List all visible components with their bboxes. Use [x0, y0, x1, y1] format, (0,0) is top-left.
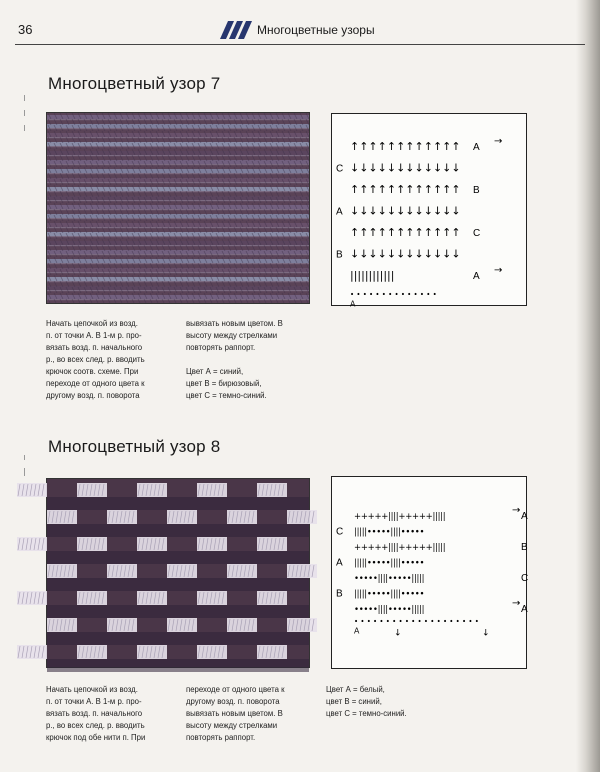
- instruction-line: п. от точки А. В 1-м р. про-: [46, 697, 142, 706]
- pattern-7-photo: [46, 112, 310, 304]
- row-color-label-right: A: [521, 604, 528, 615]
- chart-row-symbols: +++++||||+++++|||||: [354, 512, 446, 522]
- color-legend-line: Цвет А = белый,: [326, 685, 385, 694]
- chart-row-symbols: ↑↑↑↑↑↑↑↑↑↑↑↑: [350, 183, 461, 196]
- row-color-label-left: C: [336, 526, 344, 538]
- margin-mark: [24, 110, 25, 116]
- margin-mark: [24, 468, 25, 476]
- pattern-7-title: Многоцветный узор 7: [48, 74, 221, 93]
- foundation-chain: • • • • • • • • • • • • • •: [350, 290, 437, 299]
- chart-row-symbols: ↓↓↓↓↓↓↓↓↓↓↓↓: [350, 161, 461, 175]
- row-color-label-right: B: [521, 542, 528, 553]
- section-title: Многоцветные узоры: [257, 23, 375, 37]
- color-legend-line: цвет С = темно-синий.: [326, 709, 407, 718]
- pattern-7-chart-diagram: [332, 114, 526, 309]
- start-point-label: A: [350, 299, 356, 309]
- repeat-arrow-icon: →: [494, 136, 503, 147]
- pattern-8-instructions-col2: [186, 684, 321, 744]
- color-legend-line: Цвет А = синий,: [186, 367, 244, 376]
- instruction-line: переходе от одного цвета к: [186, 685, 285, 694]
- row-color-label-right: A: [521, 511, 528, 522]
- margin-mark: [24, 455, 25, 460]
- row-color-label-left: B: [336, 249, 343, 261]
- pattern-7-instructions-col1: [46, 318, 181, 402]
- row-color-label-right: A: [473, 142, 480, 153]
- chart-row-symbols: ↑↑↑↑↑↑↑↑↑↑↑↑: [350, 226, 461, 239]
- color-legend-line: цвет В = бирюзовый,: [186, 379, 262, 388]
- pattern-8-chart: [331, 476, 527, 669]
- pattern-8-instructions-col1: [46, 684, 181, 744]
- pattern-7-swatch-image: [47, 113, 309, 303]
- instruction-line: р., во всех след. р. вводить: [46, 721, 145, 730]
- instruction-line: крючок под обе нити п. При: [46, 733, 146, 742]
- chart-row-symbols: |||||•••••||||•••••: [354, 589, 425, 600]
- color-legend-line: цвет В = синий,: [326, 697, 382, 706]
- instruction-line: повторять раппорт.: [186, 733, 256, 742]
- repeat-arrow-icon: →: [512, 505, 521, 516]
- repeat-boundary-arrow-icon: ↓: [482, 628, 490, 639]
- chart-row-symbols: ↑↑↑↑↑↑↑↑↑↑↑↑: [350, 140, 461, 153]
- pattern-7-chart: [331, 113, 527, 309]
- pattern-8-color-legend: [326, 684, 461, 720]
- repeat-arrow-icon: →: [494, 265, 503, 276]
- row-color-label-right: C: [521, 573, 529, 584]
- page-number: 36: [18, 22, 33, 37]
- stripes-logo-icon: [214, 19, 254, 41]
- margin-mark: [24, 125, 25, 131]
- row-color-label-right: B: [473, 185, 480, 196]
- repeat-boundary-arrow-icon: ↓: [394, 628, 402, 639]
- start-point-label: A: [354, 626, 360, 636]
- instruction-line: высоту между стрелками: [186, 331, 278, 340]
- repeat-arrow-icon: →: [512, 598, 521, 609]
- chart-row-symbols: |||||•••••||||•••••: [354, 558, 425, 569]
- row-color-label-left: B: [336, 588, 343, 600]
- pattern-8-title: Многоцветный узор 8: [48, 437, 221, 456]
- instruction-line: высоту между стрелками: [186, 721, 278, 730]
- chart-row-symbols: +++++||||+++++|||||: [354, 543, 446, 553]
- chart-row-symbols: ↓↓↓↓↓↓↓↓↓↓↓↓: [350, 247, 461, 261]
- foundation-chain: • • • • • • • • • • • • • • • • • • • •: [354, 617, 479, 626]
- chart-row-symbols: •••••||||•••••|||||: [354, 605, 425, 615]
- instruction-line: Начать цепочкой из возд.: [46, 685, 138, 694]
- instruction-line: вязать возд. п. начального: [46, 709, 143, 718]
- instruction-line: переходе от одного цвета к: [46, 379, 145, 388]
- row-color-label-right: C: [473, 228, 481, 239]
- chart-row-symbols: |||||•••••||||•••••: [354, 527, 425, 538]
- instruction-line: вязать возд. п. начального: [46, 343, 143, 352]
- instruction-line: Начать цепочкой из возд.: [46, 319, 138, 328]
- row-color-label-left: C: [336, 163, 344, 175]
- pattern-7-instructions-col2: [186, 318, 321, 402]
- margin-mark: [24, 95, 25, 101]
- row-color-label-left: A: [336, 557, 343, 569]
- chart-row-symbols: ||||||||||||: [350, 269, 395, 282]
- color-legend-line: цвет С = темно-синий.: [186, 391, 267, 400]
- page-edge-shadow: [576, 0, 600, 772]
- spacer: [186, 354, 321, 366]
- chart-row-symbols: •••••||||•••••|||||: [354, 574, 425, 584]
- instruction-line: крючок соотв. схеме. При: [46, 367, 139, 376]
- instruction-line: р., во всех след. р. вводить: [46, 355, 145, 364]
- row-color-label-right: A: [473, 271, 480, 282]
- instruction-line: другому возд. п. поворота: [186, 697, 280, 706]
- row-color-label-left: A: [336, 206, 343, 218]
- pattern-8-photo: [46, 478, 310, 668]
- pattern-8-swatch-image: [47, 479, 309, 667]
- pattern-8-chart-diagram: [332, 477, 529, 668]
- instruction-line: п. от точки А. В 1-м р. про-: [46, 331, 142, 340]
- chart-row-symbols: ↓↓↓↓↓↓↓↓↓↓↓↓: [350, 204, 461, 218]
- instruction-line: вывязать новым цветом. В: [186, 709, 283, 718]
- header-divider: [15, 44, 585, 45]
- instruction-line: повторять раппорт.: [186, 343, 256, 352]
- instruction-line: другому возд. п. поворота: [46, 391, 140, 400]
- instruction-line: вывязать новым цветом. В: [186, 319, 283, 328]
